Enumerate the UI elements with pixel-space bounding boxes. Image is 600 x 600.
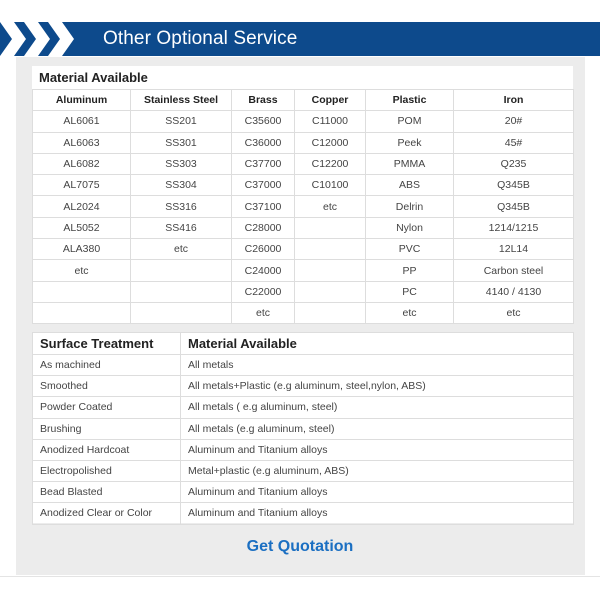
materials-column-header: Iron xyxy=(454,90,574,111)
table-cell: As machined xyxy=(33,355,181,376)
table-cell: C35600 xyxy=(232,111,295,132)
materials-column-header: Plastic xyxy=(366,90,454,111)
table-cell: etc xyxy=(366,302,454,323)
table-row xyxy=(33,482,574,503)
table-cell: POM xyxy=(366,111,454,132)
table-cell: AL7075 xyxy=(33,175,131,196)
table-cell: ALA380 xyxy=(33,239,131,260)
table-cell: 12L14 xyxy=(454,239,574,260)
table-cell: Aluminum and Titanium alloys xyxy=(181,439,574,460)
table-cell xyxy=(33,281,131,302)
table-row xyxy=(33,153,574,174)
table-cell: Brushing xyxy=(33,418,181,439)
table-row xyxy=(33,439,574,460)
table-row xyxy=(33,281,574,302)
table-cell: SS316 xyxy=(131,196,232,217)
table-cell: Anodized Hardcoat xyxy=(33,439,181,460)
table-row xyxy=(33,260,574,281)
table-cell: Smoothed xyxy=(33,376,181,397)
table-cell xyxy=(295,217,366,238)
table-row xyxy=(33,239,574,260)
table-cell: etc xyxy=(295,196,366,217)
materials-column-header: Aluminum xyxy=(33,90,131,111)
table-cell: Anodized Clear or Color xyxy=(33,503,181,524)
banner-title: Other Optional Service xyxy=(103,28,298,49)
table-cell: All metals (e.g aluminum, steel) xyxy=(181,418,574,439)
table-cell: SS303 xyxy=(131,153,232,174)
table-cell: Aluminum and Titanium alloys xyxy=(181,503,574,524)
surface-treatment-table xyxy=(32,332,574,525)
table-cell: Peek xyxy=(366,132,454,153)
table-cell: 45# xyxy=(454,132,574,153)
table-cell: AL6063 xyxy=(33,132,131,153)
table-cell: SS304 xyxy=(131,175,232,196)
table-cell: All metals ( e.g aluminum, steel) xyxy=(181,397,574,418)
table-row xyxy=(33,376,574,397)
table-cell: ABS xyxy=(366,175,454,196)
table-cell: etc xyxy=(232,302,295,323)
table-cell: All metals xyxy=(181,355,574,376)
surface-column-header: Material Available xyxy=(181,333,574,355)
materials-column-header: Stainless Steel xyxy=(131,90,232,111)
table-cell: Carbon steel xyxy=(454,260,574,281)
table-row xyxy=(33,175,574,196)
surface-header-row xyxy=(33,333,574,355)
materials-column-header: Brass xyxy=(232,90,295,111)
table-cell: PMMA xyxy=(366,153,454,174)
table-cell: C26000 xyxy=(232,239,295,260)
table-cell: Powder Coated xyxy=(33,397,181,418)
table-cell: AL2024 xyxy=(33,196,131,217)
table-cell: Delrin xyxy=(366,196,454,217)
table-cell: PP xyxy=(366,260,454,281)
table-cell xyxy=(295,281,366,302)
table-cell: AL6082 xyxy=(33,153,131,174)
table-cell xyxy=(295,239,366,260)
table-row xyxy=(33,132,574,153)
table-row xyxy=(33,460,574,481)
table-row xyxy=(33,503,574,524)
table-cell xyxy=(33,302,131,323)
table-cell: AL5052 xyxy=(33,217,131,238)
table-cell: C12000 xyxy=(295,132,366,153)
table-cell: etc xyxy=(454,302,574,323)
table-row xyxy=(33,111,574,132)
table-cell: C28000 xyxy=(232,217,295,238)
surface-column-header: Surface Treatment xyxy=(33,333,181,355)
materials-header-row xyxy=(33,90,574,111)
table-cell: C10100 xyxy=(295,175,366,196)
table-cell: Electropolished xyxy=(33,460,181,481)
table-row xyxy=(33,397,574,418)
materials-table xyxy=(32,89,574,324)
table-cell xyxy=(131,260,232,281)
table-cell: 20# xyxy=(454,111,574,132)
table-cell: Q235 xyxy=(454,153,574,174)
table-cell: Q345B xyxy=(454,175,574,196)
table-row xyxy=(33,418,574,439)
table-row xyxy=(33,355,574,376)
table-cell xyxy=(131,281,232,302)
table-cell: Aluminum and Titanium alloys xyxy=(181,482,574,503)
table-cell: C37700 xyxy=(232,153,295,174)
table-cell: AL6061 xyxy=(33,111,131,132)
table-cell: SS301 xyxy=(131,132,232,153)
table-cell xyxy=(295,302,366,323)
table-cell: C12200 xyxy=(295,153,366,174)
table-cell xyxy=(131,302,232,323)
table-cell: PVC xyxy=(366,239,454,260)
get-quotation-link[interactable]: Get Quotation xyxy=(246,538,354,555)
table-cell: 4140 / 4130 xyxy=(454,281,574,302)
table-row xyxy=(33,302,574,323)
table-cell: 1214/1215 xyxy=(454,217,574,238)
table-cell: C36000 xyxy=(232,132,295,153)
table-row xyxy=(33,196,574,217)
table-cell: C24000 xyxy=(232,260,295,281)
table-cell: SS201 xyxy=(131,111,232,132)
table-cell: C11000 xyxy=(295,111,366,132)
table-cell: etc xyxy=(33,260,131,281)
table-cell: Bead Blasted xyxy=(33,482,181,503)
chevron-arrows-icon xyxy=(0,22,100,56)
materials-title: Material Available xyxy=(39,70,148,85)
table-cell xyxy=(295,260,366,281)
section-banner xyxy=(0,22,600,56)
table-row xyxy=(33,217,574,238)
table-cell: C37000 xyxy=(232,175,295,196)
table-cell: Q345B xyxy=(454,196,574,217)
divider xyxy=(0,576,600,577)
table-cell: etc xyxy=(131,239,232,260)
table-cell: SS416 xyxy=(131,217,232,238)
table-cell: PC xyxy=(366,281,454,302)
table-cell: All metals+Plastic (e.g aluminum, steel,nylon, ABS) xyxy=(181,376,574,397)
table-cell: Nylon xyxy=(366,217,454,238)
table-cell: C22000 xyxy=(232,281,295,302)
table-cell: Metal+plastic (e.g aluminum, ABS) xyxy=(181,460,574,481)
table-cell: C37100 xyxy=(232,196,295,217)
materials-column-header: Copper xyxy=(295,90,366,111)
